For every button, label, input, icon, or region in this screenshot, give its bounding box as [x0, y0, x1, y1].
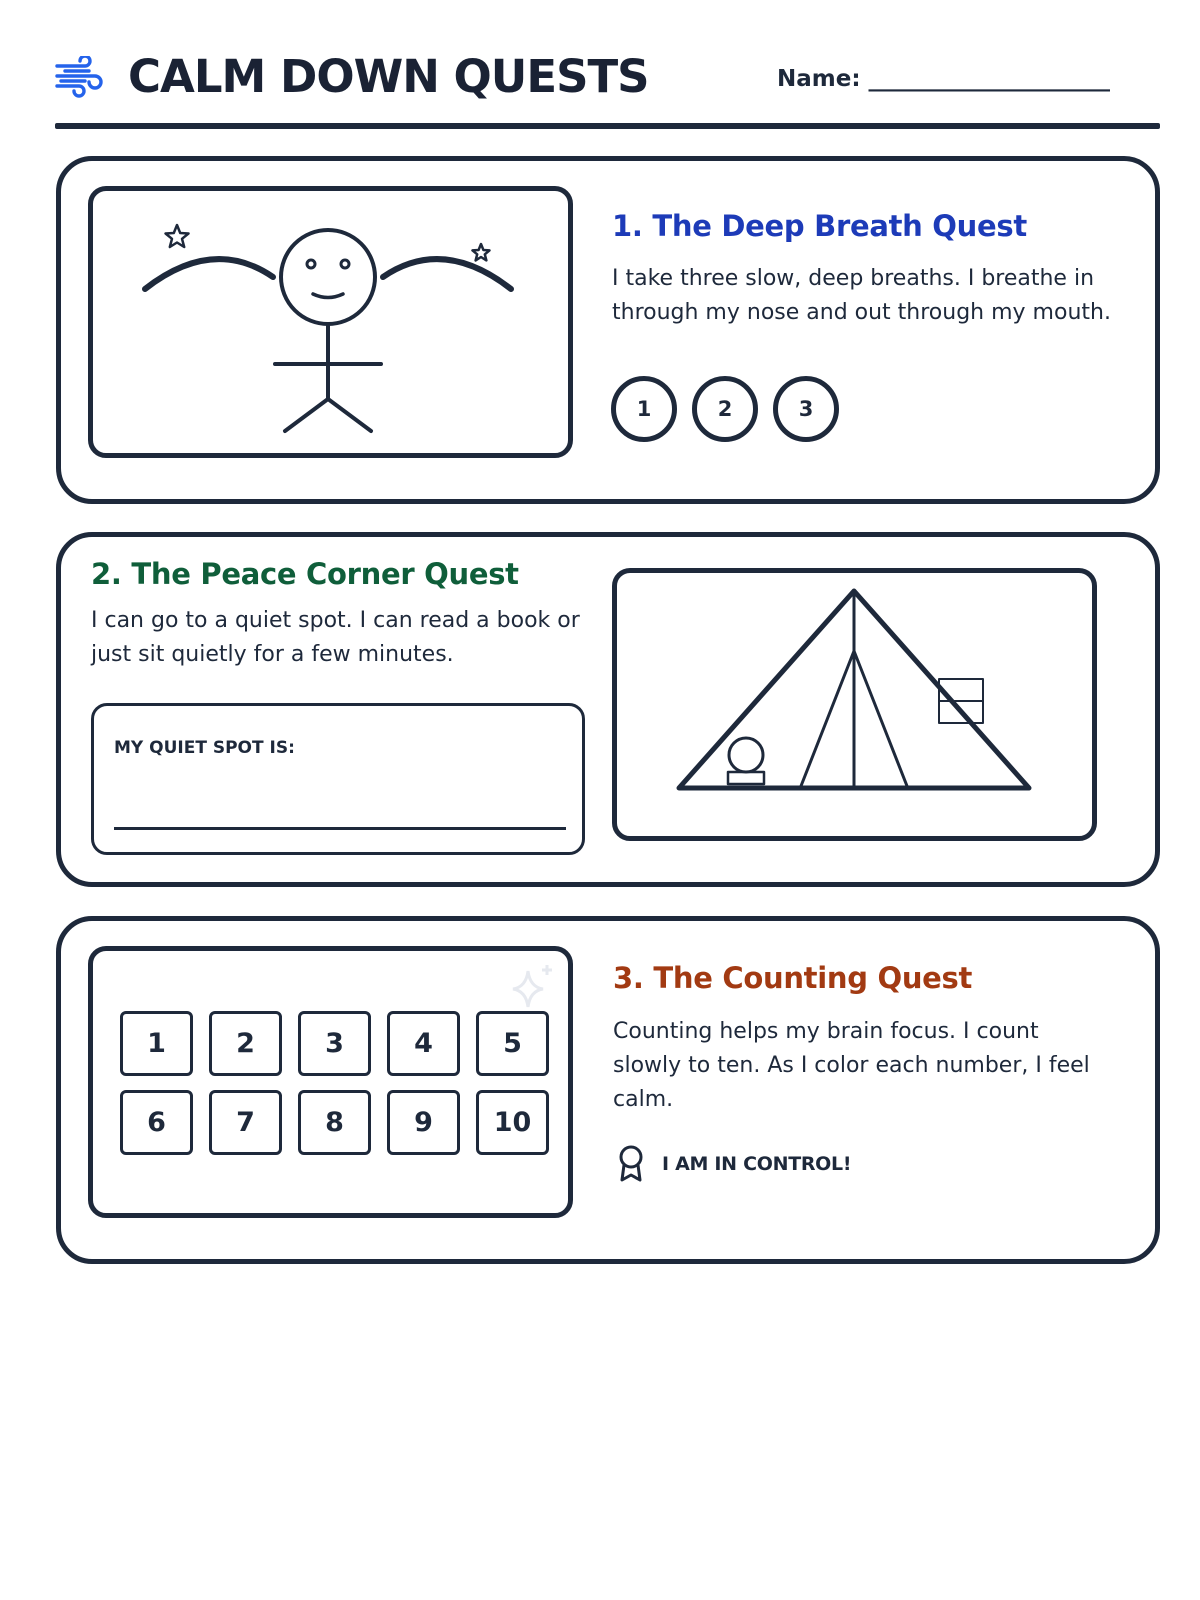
number-cell-10[interactable]: 10 [476, 1090, 549, 1155]
quest-description: I take three slow, deep breaths. I breathe in through my nose and out through my mouth. [612, 266, 1111, 325]
number-cell-3[interactable]: 3 [298, 1011, 371, 1076]
breath-counter-3[interactable]: 3 [773, 376, 839, 442]
name-field[interactable]: Name: _____________________ [777, 66, 1111, 92]
peace-corner-quest-card [56, 532, 1160, 887]
wind-icon [55, 56, 107, 98]
award-ribbon-icon [616, 1144, 646, 1184]
counting-quest-card [56, 916, 1160, 1264]
quiet-spot-write-line[interactable] [114, 827, 566, 830]
quest-title: 2. The Peace Corner Quest [91, 557, 519, 591]
affirmation-text: I AM IN CONTROL! [662, 1153, 852, 1175]
breath-counter-2[interactable]: 2 [692, 376, 758, 442]
affirmation-row [616, 1143, 851, 1185]
tent-icon [617, 573, 1092, 836]
number-cell-5[interactable]: 5 [476, 1011, 549, 1076]
number-cell-1[interactable]: 1 [120, 1011, 193, 1076]
star-icon [166, 225, 189, 247]
number-cell-4[interactable]: 4 [387, 1011, 460, 1076]
star-icon [473, 244, 490, 260]
quiet-spot-label: MY QUIET SPOT IS: [114, 738, 295, 758]
number-cell-9[interactable]: 9 [387, 1090, 460, 1155]
breath-counter-group [611, 376, 839, 442]
lamp-icon [728, 772, 764, 784]
counting-grid-frame [88, 946, 573, 1218]
number-cell-6[interactable]: 6 [120, 1090, 193, 1155]
page-title: CALM DOWN QUESTS [128, 50, 649, 103]
deep-breath-quest-card [56, 156, 1160, 504]
quiet-spot-box [91, 703, 585, 855]
quest-title: 1. The Deep Breath Quest [612, 209, 1027, 243]
number-cell-8[interactable]: 8 [298, 1090, 371, 1155]
deep-breath-illustration [88, 186, 573, 458]
header-divider [55, 123, 1160, 129]
quest-description: I can go to a quiet spot. I can read a book or just sit quietly for a few minutes. [91, 608, 580, 667]
quest-description: Counting helps my brain focus. I count slowly to ten. As I color each number, I feel calm. [613, 1019, 1090, 1112]
breath-counter-1[interactable]: 1 [611, 376, 677, 442]
number-cell-7[interactable]: 7 [209, 1090, 282, 1155]
number-grid [120, 1011, 549, 1155]
worksheet-header [55, 48, 1160, 128]
number-cell-2[interactable]: 2 [209, 1011, 282, 1076]
quest-title: 3. The Counting Quest [613, 961, 973, 995]
peace-corner-illustration [612, 568, 1097, 841]
stick-figure-icon [93, 191, 568, 453]
